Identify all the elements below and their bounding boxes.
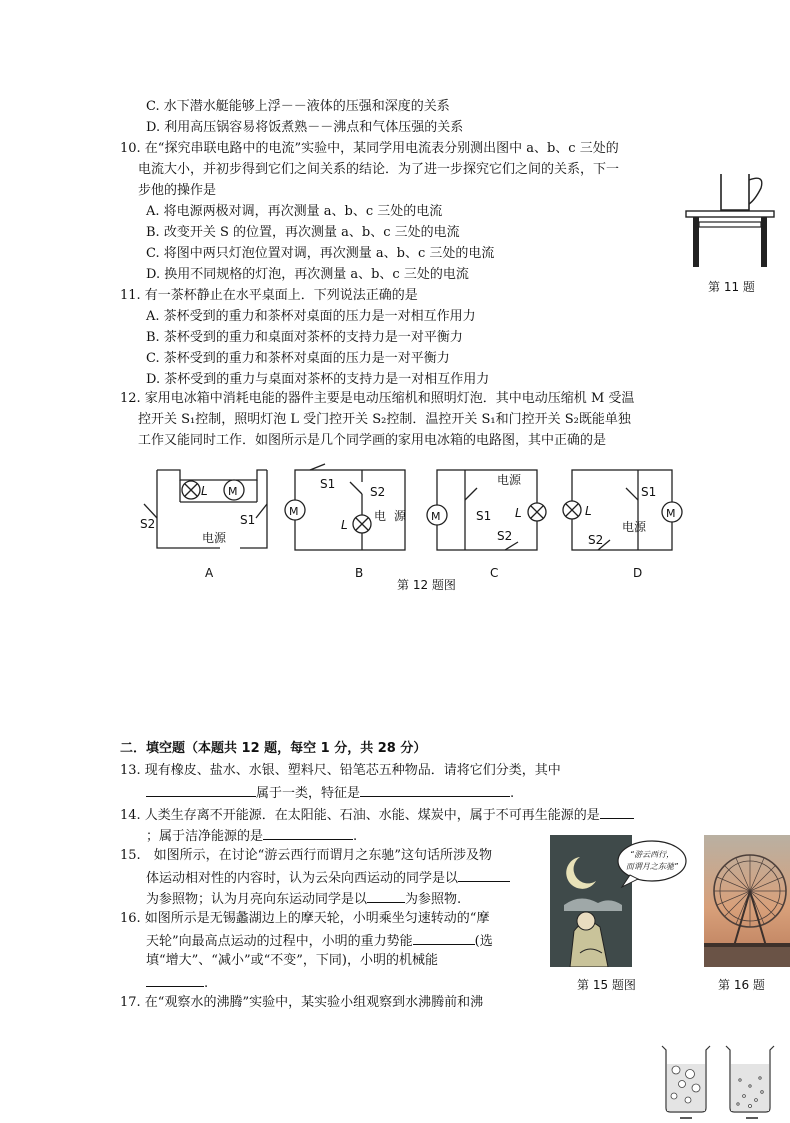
q11-figure-cup-table bbox=[683, 170, 778, 270]
q12-stem-line3: 工作又能同时工作．如图所示是几个同学画的家用电冰箱的电路图，其中正确的是 bbox=[138, 433, 607, 448]
q15-stem-line3 bbox=[146, 889, 461, 909]
q15-bubble-line1: “游云西行， bbox=[629, 850, 675, 859]
circuit-d bbox=[563, 470, 682, 550]
q10-stem-line1: 10. 在“探究串联电路中的电流”实验中，某同学用电流表分别测出图中 a、b、c 三处的 bbox=[120, 141, 619, 156]
q16-text-end: . bbox=[204, 976, 209, 991]
q11-option-c: C. 茶杯受到的重力和茶杯对桌面的压力是一对平衡力 bbox=[146, 351, 450, 366]
q14-blank-1[interactable] bbox=[600, 805, 634, 819]
q10-stem-line3: 步他的操作是 bbox=[138, 183, 217, 198]
circuit-a-s1-label: S1 bbox=[240, 513, 256, 527]
q16-stem-line2 bbox=[146, 931, 493, 951]
circuit-a-power-label: 电源 bbox=[202, 531, 227, 545]
circuit-b bbox=[285, 464, 405, 550]
q16-text-a: 天轮”向最高点运动的过程中，小明的重力势能 bbox=[146, 934, 413, 949]
q15-blank-1[interactable] bbox=[458, 868, 510, 882]
circuit-b-motor-label: M bbox=[289, 505, 299, 518]
circuit-d-s1-label: S1 bbox=[641, 485, 657, 499]
q17-figure-beakers bbox=[660, 1040, 780, 1119]
q13-text-b: . bbox=[510, 786, 515, 801]
circuit-b-s1-label: S1 bbox=[320, 477, 336, 491]
circuit-a-lamp-label: L bbox=[201, 484, 208, 498]
q10-option-b: B. 改变开关 S 的位置，再次测量 a、b、c 三处的电流 bbox=[146, 225, 460, 240]
q14-text: 14. 人类生存离不开能源．在太阳能、石油、水能、煤炭中，属于不可再生能源的是 bbox=[120, 808, 600, 823]
q16-figure-ferris-wheel bbox=[704, 835, 790, 967]
q15-text: 体运动相对性的内容时，认为云朵向西运动的同学是以 bbox=[146, 871, 459, 886]
q17-stem-line1: 17. 在“观察水的沸腾”实验中，某实验小组观察到水沸腾前和沸 bbox=[120, 995, 484, 1010]
q14-stem-line1 bbox=[120, 805, 634, 825]
circuit-c-power-label: 电源 bbox=[497, 473, 522, 487]
circuit-a-motor-label: M bbox=[228, 485, 238, 498]
circuit-b-power-char2: 源 bbox=[394, 509, 407, 523]
q12-stem-line1: 12. 家用电冰箱中消耗电能的器件主要是电动压缩机和照明灯泡．其中电动压缩机 M 受温 bbox=[120, 391, 635, 406]
q13-blank-2[interactable] bbox=[360, 783, 510, 797]
circuit-b-lamp-label: L bbox=[341, 518, 348, 532]
circuit-d-power-label: 电源 bbox=[622, 520, 647, 534]
circuit-d-motor-label: M bbox=[666, 507, 676, 520]
q16-stem-line4 bbox=[146, 973, 208, 993]
q16-text-b: (选 bbox=[474, 934, 493, 949]
q10-option-c: C. 将图中两只灯泡位置对调，再次测量 a、b、c 三处的电流 bbox=[146, 246, 495, 261]
q12-stem-line2: 控开关 S₁控制，照明灯泡 L 受门控开关 S₂控制．温控开关 S₁和门控开关 S₂既能单独 bbox=[138, 412, 631, 427]
circuit-option-c: C bbox=[490, 566, 499, 580]
q11-option-a: A. 茶杯受到的重力和茶杯对桌面的压力是一对相互作用力 bbox=[146, 309, 476, 324]
q15-text-a: 为参照物；认为月亮向东运动同学是以 bbox=[146, 892, 368, 907]
q13-blank-1[interactable] bbox=[146, 783, 256, 797]
circuit-option-b: B bbox=[355, 566, 364, 580]
q9-option-c: C. 水下潜水艇能够上浮－－液体的压强和深度的关系 bbox=[146, 99, 450, 114]
q15-figure-cartoon bbox=[550, 835, 688, 967]
q16-stem-line3: 填“增大”、“减小”或“不变”，下同)，小明的机械能 bbox=[146, 953, 438, 968]
q15-blank-2[interactable] bbox=[367, 889, 405, 903]
section2-title: 二．填空题（本题共 12 题，每空 1 分，共 28 分） bbox=[120, 741, 427, 756]
q15-bubble-line2: 而谓月之东驰” bbox=[625, 862, 679, 871]
q11-stem: 11. 有一茶杯静止在水平桌面上．下列说法正确的是 bbox=[120, 288, 418, 303]
q10-stem-line2: 电流大小，并初步得到它们之间关系的结论．为了进一步探究它们之间的关系，下一 bbox=[138, 162, 620, 177]
circuit-c-lamp-label: L bbox=[515, 506, 522, 520]
q14-text-b: . bbox=[353, 829, 358, 844]
circuit-d-lamp-label: L bbox=[585, 504, 592, 518]
q16-figure-caption: 第 16 题 bbox=[718, 978, 765, 992]
q10-option-d: D. 换用不同规格的灯泡，再次测量 a、b、c 三处的电流 bbox=[146, 267, 469, 282]
q11-option-b: B. 茶杯受到的重力和桌面对茶杯的支持力是一对平衡力 bbox=[146, 330, 463, 345]
q13-text-a: 属于一类，特征是 bbox=[256, 786, 361, 801]
q15-stem-line2 bbox=[146, 868, 510, 888]
circuit-option-a: A bbox=[205, 566, 214, 580]
q11-option-d: D. 茶杯受到的重力与桌面对茶杯的支持力是一对相互作用力 bbox=[146, 372, 490, 387]
circuit-c-s2-label: S2 bbox=[497, 529, 513, 543]
circuit-c-s1-label: S1 bbox=[476, 509, 492, 523]
q11-figure-caption: 第 11 题 bbox=[708, 280, 755, 294]
q13-stem-line2 bbox=[146, 783, 514, 803]
q16-stem-line1: 16. 如图所示是无锡蠡湖边上的摩天轮，小明乘坐匀速转动的“摩 bbox=[120, 911, 490, 926]
circuit-d-s2-label: S2 bbox=[588, 533, 604, 547]
q15-text-b: 为参照物. bbox=[405, 892, 462, 907]
q16-blank-2[interactable] bbox=[146, 973, 204, 987]
circuit-option-d: D bbox=[633, 566, 643, 580]
q15-stem-line1: 15. 如图所示，在讨论“游云西行而谓月之东驰”这句话所涉及物 bbox=[120, 848, 492, 863]
q10-option-a: A. 将电源两极对调，再次测量 a、b、c 三处的电流 bbox=[146, 204, 443, 219]
q12-figure-caption: 第 12 题图 bbox=[397, 578, 456, 592]
q16-blank-1[interactable] bbox=[413, 931, 475, 945]
q9-option-d: D. 利用高压锅容易将饭煮熟－－沸点和气体压强的关系 bbox=[146, 120, 464, 135]
q15-figure-caption: 第 15 题图 bbox=[577, 978, 636, 992]
q14-stem-line2 bbox=[146, 826, 357, 846]
q14-blank-2[interactable] bbox=[263, 826, 353, 840]
circuit-b-power-char1: 电 bbox=[374, 509, 387, 523]
q13-stem-line1: 13. 现有橡皮、盐水、水银、塑料尺、铅笔芯五种物品．请将它们分类，其中 bbox=[120, 763, 561, 778]
q12-circuit-diagrams bbox=[130, 460, 690, 590]
circuit-a-s2-label: S2 bbox=[140, 517, 156, 531]
q14-text-a: ；属于洁净能源的是 bbox=[146, 829, 264, 844]
circuit-c-motor-label: M bbox=[431, 510, 441, 523]
circuit-b-s2-label: S2 bbox=[370, 485, 386, 499]
